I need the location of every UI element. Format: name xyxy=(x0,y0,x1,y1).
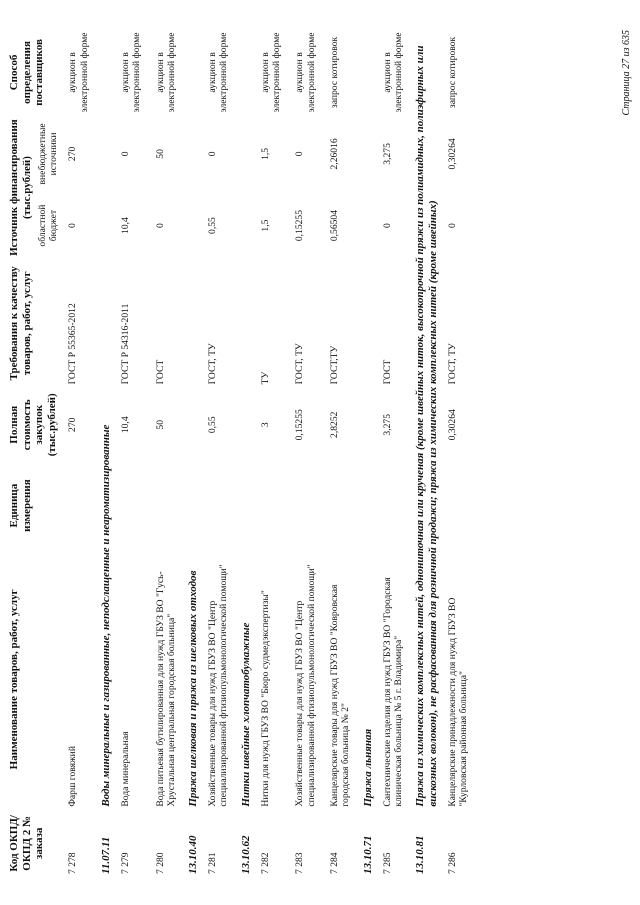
item-unit xyxy=(114,462,149,549)
header-name: Наименование товаров, работ, услуг xyxy=(8,589,20,770)
header-method: Способ определения поставщиков xyxy=(8,39,46,106)
section-title: Воды минеральные и газированные, неподслащенные и неароматизированные xyxy=(99,424,112,807)
item-name: Канцелярские принадлежности для нужд ГБУЗ ВО "Курловская районная больница" xyxy=(447,597,470,807)
page-number: Страница 27 из 635 xyxy=(621,30,632,116)
item-name: Канцелярские товары для нужд ГБУЗ ВО "Ковровская городская больница № 2" xyxy=(329,584,352,807)
order-number: 7 286 xyxy=(447,852,459,874)
item-cost: 0,15255 xyxy=(294,409,306,441)
section-title: Нитки швейные хлопчатобумажные xyxy=(239,622,252,807)
section-code: 11.07.11 xyxy=(99,836,112,874)
header-funding-offbudget: внебюджетные источники xyxy=(37,123,60,185)
table-row xyxy=(288,29,323,877)
order-number: 7 281 xyxy=(207,852,219,874)
item-name: Фарш говяжий xyxy=(67,746,79,807)
item-name: Нитки для нужд ГБУЗ ВО "Бюро судмедэкспертизы" xyxy=(259,590,271,807)
item-funding-regional: 0 xyxy=(67,223,79,228)
header-code: Код ОКПД/ ОКПД 2 № заказа xyxy=(8,815,46,872)
item-cost: 10,4 xyxy=(119,416,131,434)
order-number: 7 279 xyxy=(119,852,131,874)
item-requirements: ТУ xyxy=(259,371,271,385)
item-name: Вода минеральная xyxy=(119,731,131,807)
table-row xyxy=(149,29,184,877)
item-unit xyxy=(149,462,184,549)
item-method: аукцион в электронной форме xyxy=(119,32,143,113)
item-name: Хозяйственные товары для нужд ГБУЗ ВО "Центр специализированной фтизиопульмонологической помощи" xyxy=(294,564,317,807)
table-row xyxy=(323,29,358,877)
table-row xyxy=(441,29,476,877)
section-row xyxy=(236,29,254,877)
item-name: Хозяйственные товары для нужд ГБУЗ ВО "Центр специализированной фтизиопульмонологической помощи" xyxy=(207,564,230,807)
item-cost: 2,8252 xyxy=(329,411,340,438)
item-method: аукцион в электронной форме xyxy=(154,32,177,113)
item-method: аукцион в электронной форме xyxy=(259,32,283,113)
item-method: аукцион в электронной форме xyxy=(294,32,317,113)
item-funding-offbudget: 0 xyxy=(119,151,131,157)
item-funding-regional: 10,4 xyxy=(119,217,131,234)
section-title: Пряжа из химических комплексных нитей, однониточная или крученая (кроме швейных ниток, высокопрочной пряжи из полиамидных, полиэфирных или вискозных волокон), не расфасованная для розничной продажи; пряжа из химических комплексных нитей (кроме швейных) xyxy=(414,45,440,807)
item-requirements: ГОСТ, ТУ xyxy=(447,343,459,385)
item-funding-offbudget: 0,30264 xyxy=(447,138,459,170)
item-funding-regional: 0 xyxy=(154,223,166,228)
item-funding-regional: 0 xyxy=(447,223,459,228)
item-funding-offbudget: 3,275 xyxy=(381,143,393,165)
item-funding-regional: 0,55 xyxy=(207,217,219,234)
item-requirements: ГОСТ, ТУ xyxy=(207,343,219,385)
item-funding-regional: 0,56504 xyxy=(329,209,340,242)
header-funding: Источник финансирования (тыс.рублей) xyxy=(8,119,33,256)
item-funding-offbudget: 50 xyxy=(154,149,166,159)
item-unit xyxy=(254,462,289,549)
item-funding-regional: 0,15255 xyxy=(294,209,306,242)
item-method: запрос котировок xyxy=(329,36,340,109)
item-unit xyxy=(201,462,236,549)
item-requirements: ГОСТ Р 55365-2012 xyxy=(67,303,79,385)
procurement-table xyxy=(6,29,476,877)
order-number: 7 285 xyxy=(381,852,393,874)
item-method: аукцион в электронной форме xyxy=(207,32,230,113)
section-title: Пряжа шелковая и пряжа из шелковых отходов xyxy=(187,570,200,807)
section-row xyxy=(183,29,201,877)
item-method: запрос котировок xyxy=(447,36,459,109)
item-requirements: ГОСТ, ТУ xyxy=(294,343,306,385)
section-row xyxy=(96,29,114,877)
header-funding-regional: областной бюджет xyxy=(37,204,60,247)
item-funding-offbudget: 0 xyxy=(207,151,219,157)
item-requirements: ГОСТ Р 54316-2011 xyxy=(119,303,131,385)
section-row xyxy=(358,29,376,877)
item-unit xyxy=(323,462,358,549)
item-cost: 0,55 xyxy=(207,416,219,434)
item-name: Сантехнические изделия для нужд ГБУЗ ВО "Городская клиническая больница № 5 г. Владимира" xyxy=(381,577,404,807)
item-cost: 3,275 xyxy=(381,413,393,436)
item-cost: 3 xyxy=(259,422,271,428)
item-funding-regional: 0 xyxy=(381,223,393,228)
section-row xyxy=(410,29,441,877)
item-funding-offbudget: 0 xyxy=(294,151,306,157)
item-cost: 0,30264 xyxy=(447,409,459,441)
section-code: 13.10.40 xyxy=(187,835,200,874)
item-requirements: ГОСТ xyxy=(381,359,393,385)
header-unit: Единица измерения xyxy=(8,479,33,532)
order-number: 7 282 xyxy=(259,852,271,874)
item-unit xyxy=(61,462,96,549)
item-unit xyxy=(441,462,476,549)
section-title: Пряжа льняная xyxy=(361,728,374,807)
table-row xyxy=(254,29,289,877)
item-requirements: ГОСТ xyxy=(154,359,166,385)
order-number: 7 280 xyxy=(154,852,166,874)
item-cost: 50 xyxy=(154,419,166,430)
item-unit xyxy=(288,462,323,549)
item-name: Вода питьевая бутилированная для нужд ГБУЗ ВО "Гусь-Хрустальная центральная городская больница" xyxy=(154,571,177,807)
section-code: 13.10.62 xyxy=(239,835,252,874)
order-number: 7 283 xyxy=(294,852,306,874)
table-row xyxy=(201,29,236,877)
item-funding-offbudget: 1,5 xyxy=(259,147,271,160)
item-funding-offbudget: 270 xyxy=(67,146,79,162)
order-number: 7 278 xyxy=(67,852,79,874)
item-unit xyxy=(376,462,411,549)
table-row xyxy=(61,29,96,877)
item-funding-offbudget: 2,26016 xyxy=(329,138,340,170)
item-method: аукцион в электронной форме xyxy=(381,32,404,113)
table-row xyxy=(376,29,411,877)
table-row xyxy=(114,29,149,877)
item-funding-regional: 1,5 xyxy=(259,219,271,232)
section-code: 13.10.81 xyxy=(414,835,427,874)
order-number: 7 284 xyxy=(329,852,340,874)
header-cost: Полная стоимость закупок (тыс.рублей) xyxy=(8,393,58,457)
item-requirements: ГОСТ,ТУ xyxy=(329,345,340,385)
table-body xyxy=(61,29,475,877)
header-requirements: Требования к качеству товаров, работ, услуг xyxy=(8,266,33,381)
item-cost: 270 xyxy=(67,417,79,432)
item-method: аукцион в электронной форме xyxy=(67,32,90,113)
section-code: 13.10.71 xyxy=(361,835,374,874)
